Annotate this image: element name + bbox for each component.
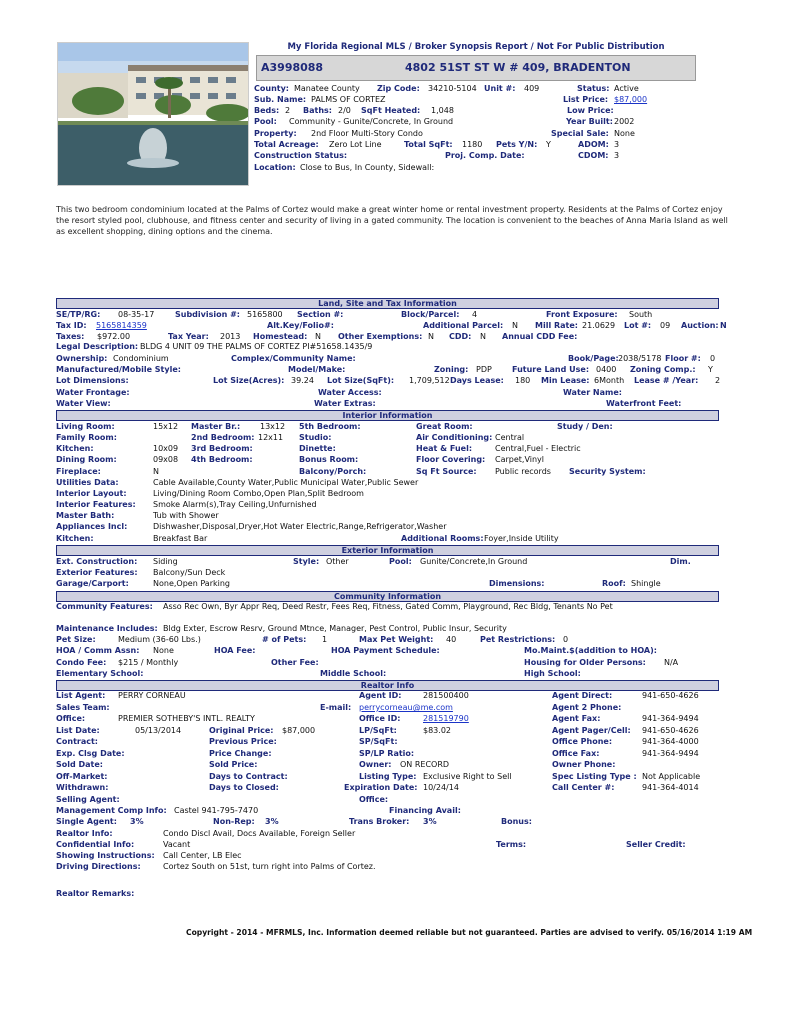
soldprice-label: Sold Price:: [209, 760, 258, 769]
pricechange-label: Price Change:: [209, 749, 272, 758]
taxes-value: $972.00: [97, 332, 131, 341]
model-label: Model/Make:: [288, 365, 346, 374]
complex-label: Complex/Community Name:: [231, 354, 356, 363]
commfeat-label: Community Features:: [56, 602, 153, 611]
condofee-label: Condo Fee:: [56, 658, 107, 667]
maint-value: Bldg Exter, Escrow Resrv, Ground Mtnce, Manager, Pest Control, Public Insur, Security: [163, 624, 507, 633]
utilities-label: Utilities Data:: [56, 478, 119, 487]
agent2phone-label: Agent 2 Phone:: [552, 703, 622, 712]
dining-label: Dining Room:: [56, 455, 117, 464]
waterfrontft-label: Waterfront Feet:: [606, 399, 682, 408]
fourthbed-label: 4th Bedroom:: [191, 455, 253, 464]
manufactured-label: Manufactured/Mobile Style:: [56, 365, 181, 374]
dining-value: 09x08: [153, 455, 179, 464]
middle-label: Middle School:: [320, 669, 387, 678]
callcenter-label: Call Center #:: [552, 783, 615, 792]
petrestr-value: 0: [563, 635, 569, 644]
roof-value: Shingle: [631, 579, 661, 588]
waterfrontage-label: Water Frontage:: [56, 388, 130, 397]
extpool-label: Pool:: [389, 557, 412, 566]
studyden-label: Study / Den:: [557, 422, 613, 431]
hoa-value: None: [153, 646, 174, 655]
office-value: PREMIER SOTHEBY'S INTL. REALTY: [118, 714, 255, 723]
frontexp-label: Front Exposure:: [546, 310, 618, 319]
transbroker-value: 3%: [423, 817, 437, 826]
homestead-value: N: [315, 332, 321, 341]
style-label: Style:: [293, 557, 320, 566]
office-label: Office:: [56, 714, 86, 723]
watername-label: Water Name:: [563, 388, 622, 397]
leaseyear-value: 2: [715, 376, 721, 385]
pets-value: Y: [546, 140, 551, 149]
annualcdd-label: Annual CDD Fee:: [502, 332, 578, 341]
legal-label: Legal Description:: [56, 342, 139, 351]
nonrep-value: 3%: [265, 817, 279, 826]
numpets-label: # of Pets:: [262, 635, 307, 644]
location-value: Close to Bus, In County, Sidewall:: [300, 163, 435, 172]
realtorinfo-value: Condo Discl Avail, Docs Available, Foreign Seller: [163, 829, 356, 838]
mgmtcomp-label: Management Comp Info:: [56, 806, 167, 815]
subname-label: Sub. Name:: [254, 95, 307, 104]
legal-value: BLDG 4 UNIT 09 THE PALMS OF CORTEZ PI#51658.1435/9: [140, 342, 373, 351]
fifthbed-label: 5th Bedroom:: [299, 422, 361, 431]
county-value: Manatee County: [294, 84, 360, 93]
financing-label: Financing Avail:: [389, 806, 461, 815]
maint-label: Maintenance Includes:: [56, 624, 158, 633]
floor-label: Floor #:: [665, 354, 701, 363]
layout-label: Interior Layout:: [56, 489, 127, 498]
appliances-label: Appliances Incl:: [56, 522, 128, 531]
living-label: Living Room:: [56, 422, 115, 431]
hoapay-label: HOA Payment Schedule:: [331, 646, 440, 655]
block-label: Block/Parcel:: [401, 310, 460, 319]
lpsqft-label: LP/SqFt:: [359, 726, 397, 735]
pagercell-value: 941-650-4626: [642, 726, 699, 735]
high-label: High School:: [524, 669, 581, 678]
dayslease-value: 180: [515, 376, 531, 385]
subdivision-label: Subdivision #:: [175, 310, 240, 319]
waterview-label: Water View:: [56, 399, 111, 408]
driving-label: Driving Directions:: [56, 862, 141, 871]
masterbr-label: Master Br.:: [191, 422, 241, 431]
email-link[interactable]: perrycorneau@me.com: [359, 703, 453, 712]
masterbath-label: Master Bath:: [56, 511, 115, 520]
addparcel-label: Additional Parcel:: [423, 321, 504, 330]
elem-label: Elementary School:: [56, 669, 144, 678]
terms-label: Terms:: [496, 840, 527, 849]
construction-label: Construction Status:: [254, 151, 348, 160]
property-photo: [57, 42, 249, 186]
frontexp-value: South: [629, 310, 653, 319]
greatroom-label: Great Room:: [416, 422, 473, 431]
bonus-label: Bonus:: [501, 817, 532, 826]
layout-value: Living/Dining Room Combo,Open Plan,Split Bedroom: [153, 489, 364, 498]
cdd-value: N: [480, 332, 486, 341]
section-interior-header: Interior Information: [56, 410, 719, 421]
solddate-label: Sold Date:: [56, 760, 103, 769]
pool-value: Community - Gunite/Concrete, In Ground: [289, 117, 454, 126]
remarks-label: Realtor Remarks:: [56, 889, 135, 898]
sellingagent-label: Selling Agent:: [56, 795, 120, 804]
nonrep-label: Non-Rep:: [213, 817, 255, 826]
auction-value: N: [720, 321, 727, 330]
callcenter-value: 941-364-4014: [642, 783, 699, 792]
section-community-header: Community Information: [56, 591, 719, 602]
setprg-value: 08-35-17: [118, 310, 155, 319]
kitchen-value: 10x09: [153, 444, 179, 453]
dinette-label: Dinette:: [299, 444, 336, 453]
extcon-value: Siding: [153, 557, 178, 566]
listing-description: This two bedroom condominium located at the Palms of Cortez would make a great winter home or rental investment property. Residents at the Palms of Cortez enjoy the resort styled pool, clubhouse, and fitness center and security of living in a gated community. The location is convenient to the beaches of Anna Maria Island as well as excellent shopping, dining options and the cinema.: [56, 205, 728, 236]
addrooms-value: Foyer,Inside Utility: [484, 534, 559, 543]
realtorinfo-label: Realtor Info:: [56, 829, 113, 838]
speclisting-value: Not Applicable: [642, 772, 701, 781]
singleagent-label: Single Agent:: [56, 817, 117, 826]
baths-label: Baths:: [303, 106, 332, 115]
otherfee-label: Other Fee:: [271, 658, 319, 667]
minlease-label: Min Lease:: [541, 376, 590, 385]
bonus-label: Bonus Room:: [299, 455, 359, 464]
listprice-link[interactable]: $87,000: [614, 95, 648, 104]
taxyear-value: 2013: [220, 332, 241, 341]
kitchen2-value: Breakfast Bar: [153, 534, 208, 543]
masterbr-value: 13x12: [260, 422, 286, 431]
sellercredit-label: Seller Credit:: [626, 840, 686, 849]
pagercell-label: Agent Pager/Cell:: [552, 726, 631, 735]
section-realtor-header: Realtor Info: [56, 680, 719, 691]
listing-address: 4802 51ST ST W # 409, BRADENTON: [405, 61, 631, 74]
taxid-link[interactable]: 5165814359: [96, 321, 147, 330]
acreage-value: Zero Lot Line: [329, 140, 382, 149]
dimensions-label: Dimensions:: [489, 579, 545, 588]
mls-number: A3998088: [261, 61, 324, 74]
dim-label: Dim.: [670, 557, 691, 566]
garage-value: None,Open Parking: [153, 579, 230, 588]
lowprice-label: Low Price:: [567, 106, 614, 115]
lotdim-label: Lot Dimensions:: [56, 376, 129, 385]
totalsqft-label: Total SqFt:: [404, 140, 453, 149]
zoning-label: Zoning:: [434, 365, 469, 374]
kitchen-label: Kitchen:: [56, 444, 94, 453]
zip-label: Zip Code:: [377, 84, 420, 93]
officeid-label: Office ID:: [359, 714, 401, 723]
cdom-label: CDOM:: [578, 151, 609, 160]
addparcel-value: N: [512, 321, 518, 330]
singleagent-value: 3%: [130, 817, 144, 826]
specialsale-value: None: [614, 129, 635, 138]
officeid-link[interactable]: 281519790: [423, 714, 469, 723]
thirdbed-label: 3rd Bedroom:: [191, 444, 253, 453]
adom-value: 3: [614, 140, 620, 149]
listingtype-value: Exclusive Right to Sell: [423, 772, 512, 781]
lotsizeacres-value: 39.24: [291, 376, 314, 385]
listing-id-bar: [256, 55, 696, 81]
listdate-value: 05/13/2014: [135, 726, 182, 735]
style-value: Other: [326, 557, 349, 566]
sqftsource-label: Sq Ft Source:: [416, 467, 477, 476]
maxpetwt-label: Max Pet Weight:: [359, 635, 434, 644]
splpratio-label: SP/LP Ratio:: [359, 749, 415, 758]
mgmtcomp-value: Castel 941-795-7470: [174, 806, 259, 815]
waterextras-label: Water Extras:: [314, 399, 376, 408]
cdom-value: 3: [614, 151, 620, 160]
spsqft-label: SP/SqFt:: [359, 737, 398, 746]
commfeat-value: Asso Rec Own, Byr Appr Req, Deed Restr, Fees Req, Fitness, Gated Comm, Playground, Rec Bldg, Tenants No Pet: [163, 602, 613, 611]
sqftsource-value: Public records: [495, 467, 551, 476]
section-exterior-header: Exterior Information: [56, 545, 719, 556]
floor-value: 0: [710, 354, 716, 363]
origprice-label: Original Price:: [209, 726, 274, 735]
officephone-value: 941-364-4000: [642, 737, 699, 746]
office2-label: Office:: [359, 795, 389, 804]
cdd-label: CDD:: [449, 332, 472, 341]
listdate-label: List Date:: [56, 726, 100, 735]
olderpersons-value: N/A: [664, 658, 679, 667]
officefax-label: Office Fax:: [552, 749, 600, 758]
lotsizeacres-label: Lot Size(Acres):: [213, 376, 285, 385]
daystocontract-label: Days to Contract:: [209, 772, 288, 781]
olderpersons-label: Housing for Older Persons:: [524, 658, 646, 667]
features-label: Interior Features:: [56, 500, 136, 509]
pets-label: Pets Y/N:: [496, 140, 538, 149]
acreage-label: Total Acreage:: [254, 140, 319, 149]
sqft-value: 1,048: [431, 106, 454, 115]
speclisting-label: Spec Listing Type :: [552, 772, 637, 781]
status-label: Status:: [577, 84, 610, 93]
agentid-value: 281500400: [423, 691, 469, 700]
daystoclosed-label: Days to Closed:: [209, 783, 279, 792]
fireplace-value: N: [153, 467, 159, 476]
taxid-label: Tax ID:: [56, 321, 87, 330]
showing-value: Call Center, LB Elec: [163, 851, 242, 860]
beds-value: 2: [285, 106, 291, 115]
numpets-value: 1: [322, 635, 328, 644]
zip-value: 34210-5104: [428, 84, 477, 93]
contract-label: Contract:: [56, 737, 98, 746]
projcomp-label: Proj. Comp. Date:: [445, 151, 525, 160]
extcon-label: Ext. Construction:: [56, 557, 138, 566]
studio-label: Studio:: [299, 433, 332, 442]
petsize-label: Pet Size:: [56, 635, 96, 644]
email-label: E-mail:: [320, 703, 352, 712]
ownerphone-label: Owner Phone:: [552, 760, 616, 769]
unit-label: Unit #:: [484, 84, 516, 93]
taxyear-label: Tax Year:: [168, 332, 209, 341]
addrooms-label: Additional Rooms:: [401, 534, 484, 543]
floorcov-value: Carpet,Vinyl: [495, 455, 545, 464]
family-label: Family Room:: [56, 433, 117, 442]
yearbuilt-value: 2002: [614, 117, 635, 126]
expclsg-label: Exp. Clsg Date:: [56, 749, 125, 758]
maxpetwt-value: 40: [446, 635, 457, 644]
aircond-value: Central: [495, 433, 525, 442]
owner-label: Owner:: [359, 760, 392, 769]
section-label: Section #:: [297, 310, 344, 319]
report-title: My Florida Regional MLS / Broker Synopsis Report / Not For Public Distribution: [287, 42, 665, 52]
extfeat-label: Exterior Features:: [56, 568, 138, 577]
zoningcomp-label: Zoning Comp.:: [630, 365, 696, 374]
totalsqft-value: 1180: [462, 140, 483, 149]
status-value: Active: [614, 84, 639, 93]
agentdirect-label: Agent Direct:: [552, 691, 613, 700]
county-label: County:: [254, 84, 289, 93]
location-label: Location:: [254, 163, 296, 172]
transbroker-label: Trans Broker:: [349, 817, 410, 826]
property-photo-image: [58, 43, 248, 185]
subdivision-value: 5165800: [247, 310, 283, 319]
baths-value: 2/0: [338, 106, 351, 115]
listagent-label: List Agent:: [56, 691, 106, 700]
futureland-label: Future Land Use:: [512, 365, 590, 374]
secondbed-value: 12x11: [258, 433, 284, 442]
fireplace-label: Fireplace:: [56, 467, 101, 476]
aircond-label: Air Conditioning:: [416, 433, 493, 442]
offmarket-label: Off-Market:: [56, 772, 108, 781]
extfeat-value: Balcony/Sun Deck: [153, 568, 226, 577]
salesteam-label: Sales Team:: [56, 703, 110, 712]
specialsale-label: Special Sale:: [551, 129, 609, 138]
listingtype-label: Listing Type:: [359, 772, 417, 781]
agentfax-label: Agent Fax:: [552, 714, 601, 723]
prevprice-label: Previous Price:: [209, 737, 277, 746]
ownership-value: Condominium: [113, 354, 169, 363]
lotsizesqft-value: 1,709,512: [409, 376, 450, 385]
taxes-label: Taxes:: [56, 332, 85, 341]
pool-label: Pool:: [254, 117, 277, 126]
expiration-label: Expiration Date:: [344, 783, 418, 792]
features-value: Smoke Alarm(s),Tray Ceiling,Unfurnished: [153, 500, 317, 509]
confidential-value: Vacant: [163, 840, 191, 849]
beds-label: Beds:: [254, 106, 280, 115]
officefax-value: 941-364-9494: [642, 749, 699, 758]
bookpage-value: 2038/5178: [618, 354, 662, 363]
futureland-value: 0400: [596, 365, 617, 374]
heatfuel-value: Central,Fuel - Electric: [495, 444, 581, 453]
heatfuel-label: Heat & Fuel:: [416, 444, 473, 453]
withdrawn-label: Withdrawn:: [56, 783, 109, 792]
appliances-value: Dishwasher,Disposal,Dryer,Hot Water Electric,Range,Refrigerator,Washer: [153, 522, 447, 531]
lot-value: 09: [660, 321, 671, 330]
property-label: Property:: [254, 129, 297, 138]
driving-value: Cortez South on 51st, turn right into Palms of Cortez.: [163, 862, 376, 871]
minlease-value: 6Month: [594, 376, 625, 385]
page-footer: Copyright - 2014 - MFRMLS, Inc. Information deemed reliable but not guaranteed. Parties are advised to verify. 05/16/2014 1:19 AM: [186, 928, 753, 937]
millrate-value: 21.0629: [582, 321, 616, 330]
floorcov-label: Floor Covering:: [416, 455, 486, 464]
lpsqft-value: $83.02: [423, 726, 451, 735]
subname-value: PALMS OF CORTEZ: [311, 95, 386, 104]
condofee-value: $215 / Monthly: [118, 658, 179, 667]
section-land-header: Land, Site and Tax Information: [56, 298, 719, 309]
auction-label: Auction:: [681, 321, 719, 330]
masterbath-value: Tub with Shower: [153, 511, 219, 520]
otherex-label: Other Exemptions:: [338, 332, 423, 341]
leaseyear-label: Lease # /Year:: [634, 376, 699, 385]
unit-value: 409: [524, 84, 540, 93]
secondbed-label: 2nd Bedroom:: [191, 433, 255, 442]
security-label: Security System:: [569, 467, 646, 476]
block-value: 4: [472, 310, 478, 319]
utilities-value: Cable Available,County Water,Public Municipal Water,Public Sewer: [153, 478, 419, 487]
origprice-value: $87,000: [282, 726, 316, 735]
roof-label: Roof:: [602, 579, 626, 588]
lotsizesqft-label: Lot Size(SqFt):: [327, 376, 395, 385]
wateraccess-label: Water Access:: [318, 388, 382, 397]
zoning-value: PDP: [476, 365, 492, 374]
dayslease-label: Days Lease:: [450, 376, 504, 385]
millrate-label: Mill Rate:: [535, 321, 578, 330]
hoa-label: HOA / Comm Assn:: [56, 646, 140, 655]
bookpage-label: Book/Page:: [568, 354, 619, 363]
hoafee-label: HOA Fee:: [214, 646, 256, 655]
property-value: 2nd Floor Multi-Story Condo: [311, 129, 423, 138]
petsize-value: Medium (36-60 Lbs.): [118, 635, 201, 644]
showing-label: Showing Instructions:: [56, 851, 155, 860]
balcony-label: Balcony/Porch:: [299, 467, 367, 476]
sqft-label: SqFt Heated:: [361, 106, 421, 115]
agentfax-value: 941-364-9494: [642, 714, 699, 723]
listprice-label: List Price:: [563, 95, 609, 104]
extpool-value: Gunite/Concrete,In Ground: [420, 557, 528, 566]
garage-label: Garage/Carport:: [56, 579, 129, 588]
agentid-label: Agent ID:: [359, 691, 402, 700]
lot-label: Lot #:: [624, 321, 652, 330]
adom-label: ADOM:: [578, 140, 609, 149]
agentdirect-value: 941-650-4626: [642, 691, 699, 700]
living-value: 15x12: [153, 422, 179, 431]
zoningcomp-value: Y: [708, 365, 713, 374]
expiration-value: 10/24/14: [423, 783, 459, 792]
officephone-label: Office Phone:: [552, 737, 613, 746]
ownership-label: Ownership:: [56, 354, 108, 363]
kitchen2-label: Kitchen:: [56, 534, 94, 543]
owner-value: ON RECORD: [400, 760, 450, 769]
altkey-label: Alt.Key/Folio#:: [267, 321, 334, 330]
yearbuilt-label: Year Built:: [566, 117, 613, 126]
otherex-value: N: [428, 332, 434, 341]
homestead-label: Homestead:: [253, 332, 308, 341]
petrestr-label: Pet Restrictions:: [480, 635, 556, 644]
momaint-label: Mo.Maint.$(addition to HOA):: [524, 646, 657, 655]
setprg-label: SE/TP/RG:: [56, 310, 101, 319]
confidential-label: Confidential Info:: [56, 840, 135, 849]
listagent-value: PERRY CORNEAU: [118, 691, 186, 700]
